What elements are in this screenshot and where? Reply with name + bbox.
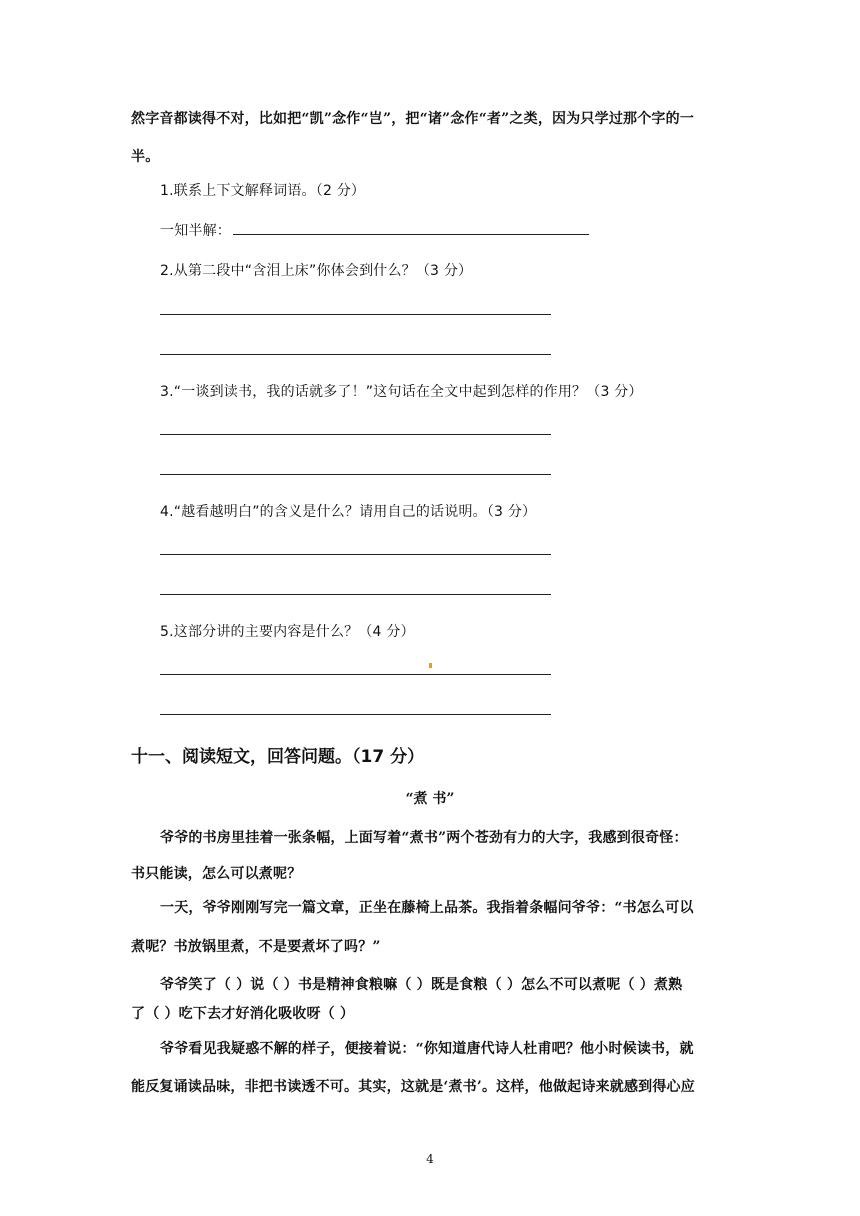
passage-line: 然字音都读得不对，比如把“凯”念作“岂”，把“诸”念作“者”之类，因为只学过那个字的一 xyxy=(131,111,695,127)
term-label: 一知半解： xyxy=(160,223,231,239)
paragraph-line: 一天，爷爷刚刚写完一篇文章，正坐在藤椅上品茶。我指着条幅问爷爷：“书怎么可以 xyxy=(160,900,694,916)
answer-line[interactable] xyxy=(160,434,551,435)
question-1: 1.联系上下文解释词语。（2 分） xyxy=(160,183,366,199)
question-3: 3.“一谈到读书，我的话就多了！”这句话在全文中起到怎样的作用？（3 分） xyxy=(160,384,643,400)
answer-line[interactable] xyxy=(160,594,551,595)
page-number: 4 xyxy=(426,1152,434,1166)
paragraph-line: 了（ ）吃下去才好消化吸收呀（ ） xyxy=(131,1006,355,1022)
answer-line[interactable] xyxy=(160,714,551,715)
paragraph-line: 能反复诵读品味，非把书读透不可。其实，这就是‘煮书’。这样，他做起诗来就感到得心应 xyxy=(131,1079,695,1095)
answer-line[interactable] xyxy=(160,474,551,475)
paragraph-line: 爷爷看见我疑惑不解的样子，便接着说：“你知道唐代诗人杜甫吧？他小时候读书，就 xyxy=(160,1041,694,1057)
answer-blank[interactable] xyxy=(233,222,589,235)
question-2: 2.从第二段中“含泪上床”你体会到什么？（3 分） xyxy=(160,263,473,279)
paragraph-line: 爷爷的书房里挂着一张条幅，上面写着“煮书”两个苍劲有力的大字，我感到很奇怪： xyxy=(160,830,688,846)
scan-mark xyxy=(429,663,432,668)
answer-line[interactable] xyxy=(160,674,551,675)
paragraph-line: 煮呢？书放锅里煮，不是要煮坏了吗？” xyxy=(131,939,381,955)
question-5: 5.这部分讲的主要内容是什么？（4 分） xyxy=(160,624,415,640)
answer-line[interactable] xyxy=(160,314,551,315)
section-heading: 十一、阅读短文，回答问题。（17 分） xyxy=(131,747,425,767)
answer-line[interactable] xyxy=(160,354,551,355)
passage-line: 半。 xyxy=(131,149,160,165)
paragraph-line: 书只能读，怎么可以煮呢？ xyxy=(131,866,302,882)
question-1-answer-row xyxy=(160,220,589,240)
article-title: “煮 书” xyxy=(405,791,455,807)
question-4: 4.“越看越明白”的含义是什么？请用自己的话说明。（3 分） xyxy=(160,504,537,520)
paragraph-line: 爷爷笑了（ ）说（ ）书是精神食粮嘛（ ）既是食粮（ ）怎么不可以煮呢（ ）煮熟 xyxy=(160,977,683,993)
answer-line[interactable] xyxy=(160,554,551,555)
